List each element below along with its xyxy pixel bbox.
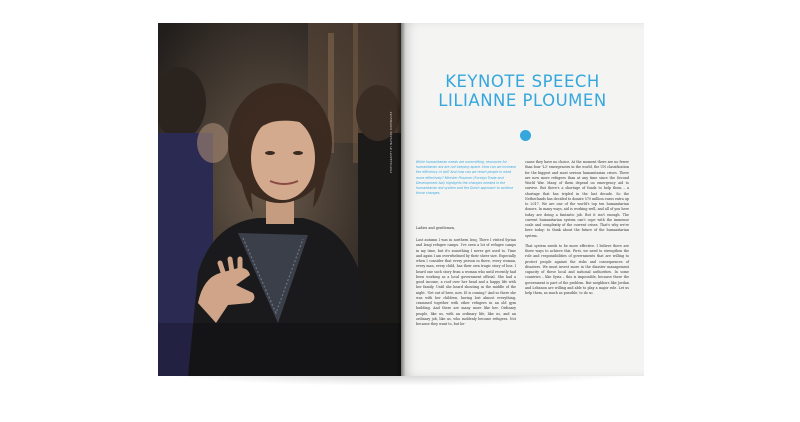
body-paragraph: That system needs to be more effective. I believe there are three ways to achieve this. First, we need to strengthen the role and responsibilities of governments that are willing to protect people against the risks and consequences of disasters. We must invest more in the disaster management capacity of these local and national authorities. In some countries – like Syria – this is impossible, because there the government is part of the problem. But neighbors like Jordan and Lebanon are willing and able to play a major role. Let us help them, as much as possible, to do so. bbox=[525, 243, 629, 295]
body-paragraph: cause they have no choice. At the moment there are no fewer than four 'L3' emergencies in the world, the UN classification for the biggest and most serious humanitarian crises. There are now more refugees than at any time since the Second World War. Many of them depend on emergency aid to survive. But there's a shortage of funds to help them – a shortage that has tripled in the last decade. So the Netherlands has decided to donate 570 million euros extra up to 2017. We are one of the world's top ten humanitarian donors. In many ways, aid is working well, and all of you here today are doing a fantastic job. But it isn't enough. The current humanitarian system can't cope with the immense scale and complexity of the current crises. That's why we're here today: to think about the future of the humanitarian system. bbox=[525, 160, 629, 238]
article-intro: While humanitarian needs are unremitting, resources for humanitarian aid are not keeping apace. How can we increase the efficiency of aid? And how can we reach people in need more effectively? Minister Ploumen (Foreign Trade and Development Aid) highlights the changes needed in the humanitarian aid system and the Dutch approach to achieve those changes. bbox=[416, 160, 516, 196]
magazine-spread bbox=[158, 23, 644, 376]
photo-credit: PHOTOGRAPHY BY NATASHA DOMINGUEZ bbox=[390, 111, 393, 173]
article-title-line-1: KEYNOTE SPEECH bbox=[445, 72, 600, 91]
body-column-left bbox=[416, 238, 516, 332]
accent-dot bbox=[520, 130, 531, 141]
spine-fold bbox=[396, 23, 406, 376]
body-paragraph: Last autumn I was in northern Iraq. There I visited Syrian and Iraqi refugee camps. I've seen a lot of refugee camps in my time, but it's something I never get used to. Time and again I am overwhelmed by their sheer size. Especially when I consider that every person in there, every woman, every man, every child, has their own tragic story of loss. I heard one such story from a woman who until recently had been working as a local government official. She had a good income, a roof over her head and a happy life with her family. Until she heard shouting in the middle of the night. 'Get out of here, now. IS is coming!' And so there she was with her children, having lost almost everything, crammed together with other refugees in an old gym building. And there are many more like her. Ordinary people, like us, with an ordinary life, like us, and an ordinary job, like us, who suddenly become refugees. Not because they want to, but be- bbox=[416, 238, 516, 326]
salutation: Ladies and gentlemen, bbox=[416, 226, 456, 230]
body-column-right bbox=[525, 160, 629, 301]
left-page-photo bbox=[158, 23, 401, 376]
right-page-article bbox=[401, 23, 644, 376]
speaker-photo bbox=[158, 23, 401, 376]
article-title-line-2: LILIANNE PLOUMEN bbox=[438, 91, 607, 110]
